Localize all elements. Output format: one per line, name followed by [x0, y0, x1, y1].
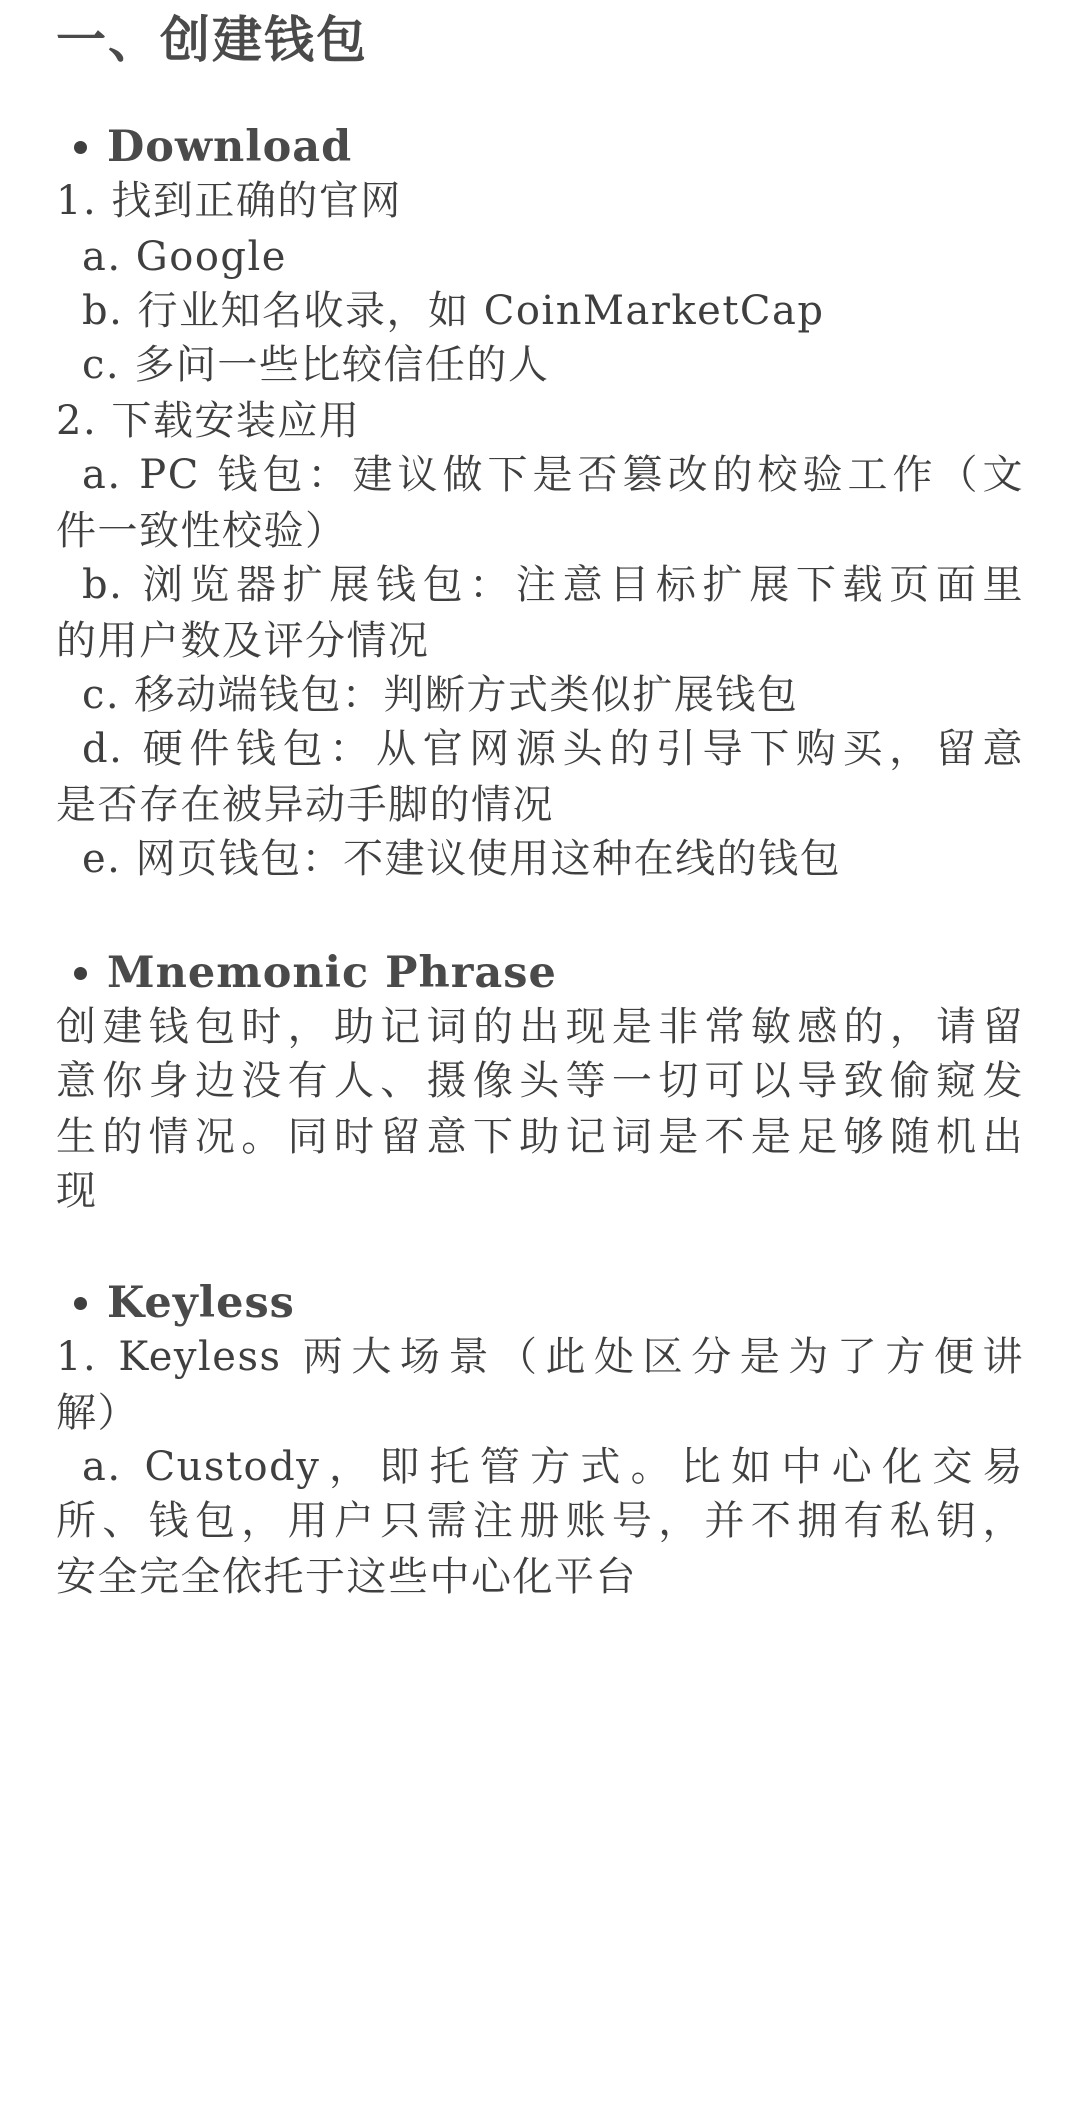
- list-item: d. 硬件钱包：从官网源头的引导下购买，留意: [82, 726, 1024, 772]
- list-item: b. 行业知名收录，如 CoinMarketCap: [82, 288, 825, 334]
- paragraph-line: 现: [56, 1168, 98, 1214]
- list-item: c. 移动端钱包：判断方式类似扩展钱包: [82, 672, 799, 718]
- list-item: 2. 下载安装应用: [56, 398, 361, 444]
- list-item-continuation: 安全完全依托于这些中心化平台: [56, 1554, 637, 1600]
- list-item-continuation: 件一致性校验）: [56, 508, 347, 554]
- bullet-icon: [74, 1297, 87, 1310]
- section-heading-label: Download: [107, 122, 353, 172]
- list-item: a. Google: [82, 234, 287, 280]
- page-title: 一、创建钱包: [56, 11, 368, 69]
- paragraph-line: 生的情况。同时留意下助记词是不是足够随机出: [56, 1114, 1024, 1160]
- list-item: 1. 找到正确的官网: [56, 178, 402, 224]
- paragraph-line: 意你身边没有人、摄像头等一切可以导致偷窥发: [56, 1058, 1024, 1104]
- list-item-continuation: 解）: [56, 1390, 139, 1436]
- list-item: a. PC 钱包：建议做下是否篡改的校验工作（文: [82, 452, 1024, 498]
- list-item: 1. Keyless 两大场景（此处区分是为了方便讲: [56, 1334, 1024, 1380]
- section-heading-label: Keyless: [107, 1278, 295, 1328]
- list-item-continuation: 的用户数及评分情况: [56, 618, 430, 664]
- paragraph-line: 创建钱包时，助记词的出现是非常敏感的，请留: [56, 1004, 1024, 1050]
- list-item-continuation: 所、钱包，用户只需注册账号，并不拥有私钥，: [56, 1498, 1024, 1544]
- article: [56, 0, 1024, 74]
- list-item: a. Custody，即托管方式。比如中心化交易: [82, 1444, 1024, 1490]
- list-item: c. 多问一些比较信任的人: [82, 342, 550, 388]
- list-item: b. 浏览器扩展钱包：注意目标扩展下载页面里: [82, 562, 1024, 608]
- list-item-continuation: 是否存在被异动手脚的情况: [56, 782, 554, 828]
- list-item: e. 网页钱包：不建议使用这种在线的钱包: [82, 836, 842, 882]
- bullet-icon: [74, 967, 87, 980]
- section-heading-label: Mnemonic Phrase: [107, 948, 557, 998]
- bullet-icon: [74, 141, 87, 154]
